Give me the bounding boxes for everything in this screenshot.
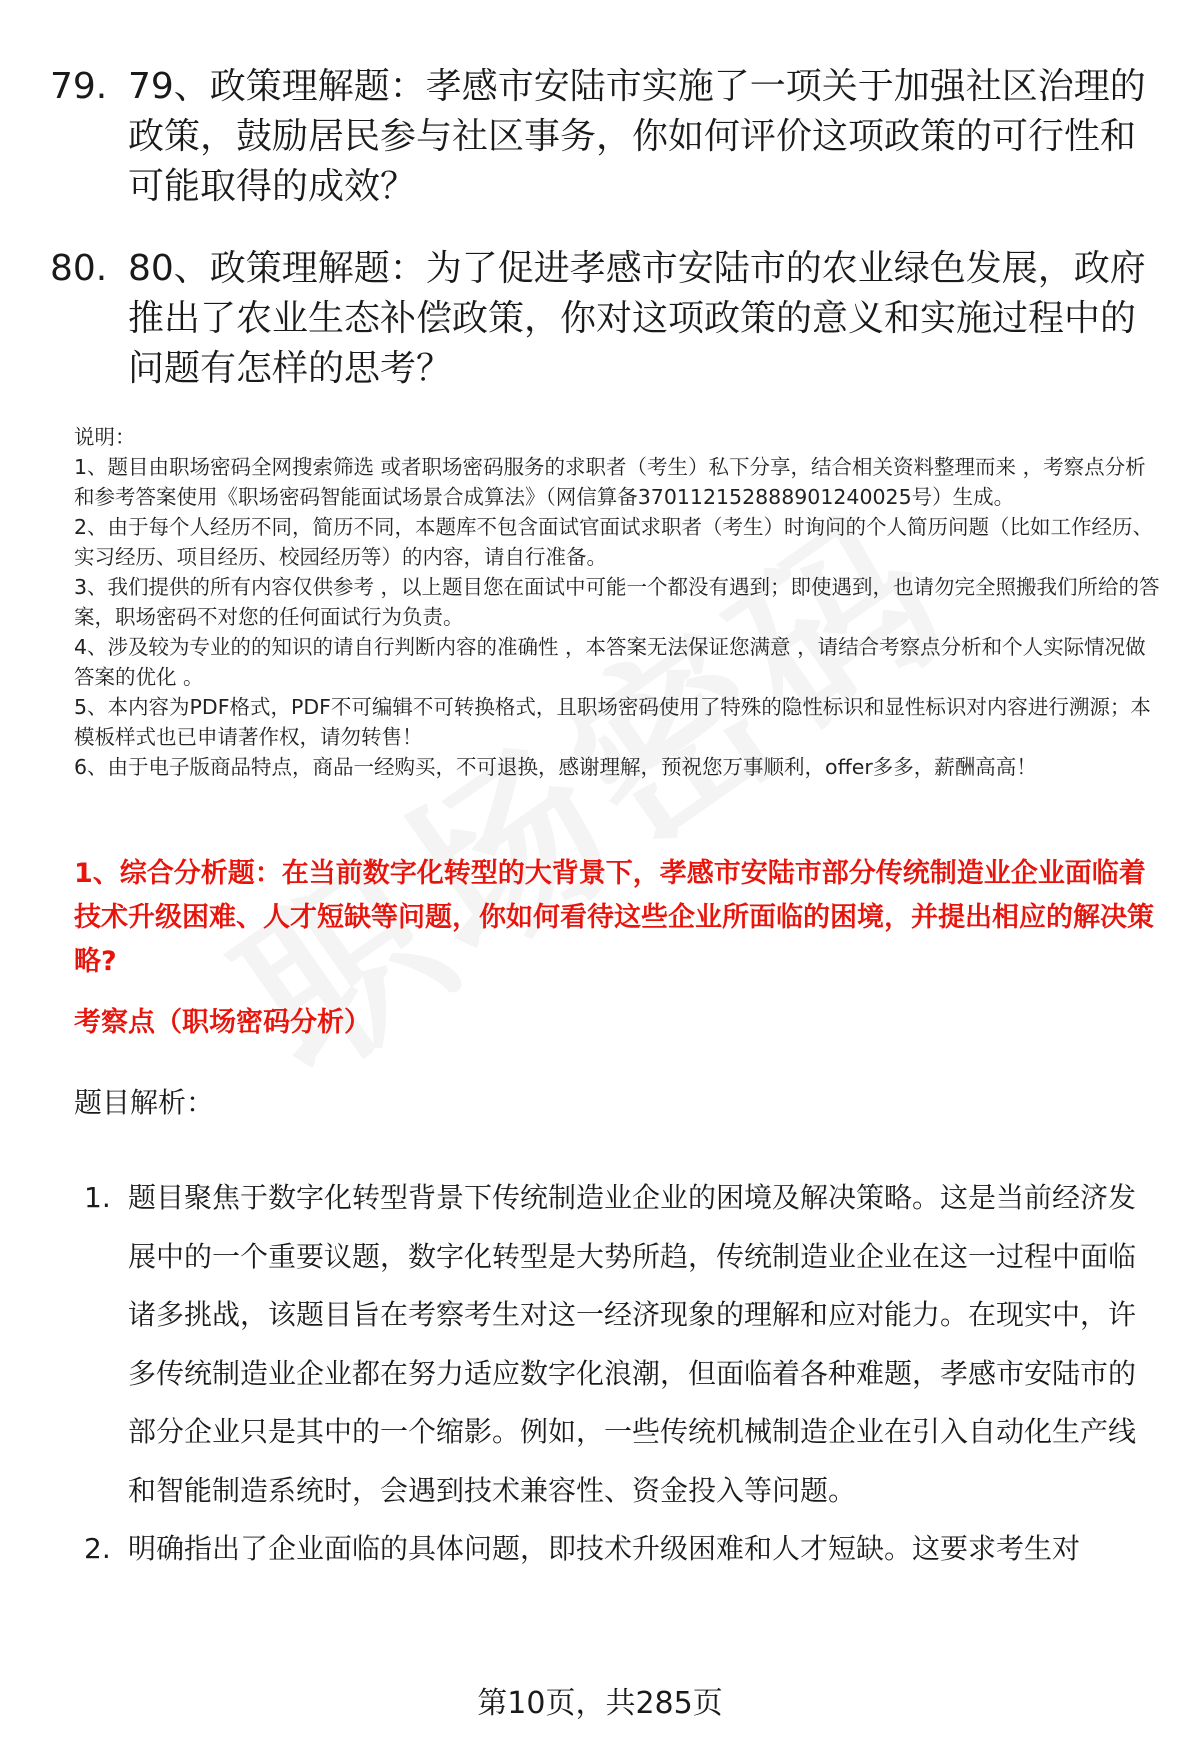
- list-item-text: 明确指出了企业面临的具体问题，即技术升级困难和人才短缺。这要求考生对: [128, 1532, 1081, 1565]
- list-item: [84, 1169, 1160, 1520]
- question-number: 80.: [50, 248, 108, 289]
- notes-heading: 说明：: [74, 425, 136, 449]
- question-item-80: [50, 244, 1160, 394]
- page-footer: 第10页，共285页: [477, 1686, 723, 1721]
- list-item-text: 题目聚焦于数字化转型背景下传统制造业企业的困境及解决策略。这是当前经济发展中的一个重要议题，数字化转型是大势所趋，传统制造业企业在这一过程中面临诸多挑战，该题目旨在考察考生对这一经济现象的理解和应对能力。在现实中，许多传统制造业企业都在努力适应数字化浪潮，但面临着各种难题，孝感市安陆市的部分企业只是其中的一个缩影。例如，一些传统机械制造企业在引入自动化生产线和智能制造系统时，会遇到技术兼容性、资金投入等问题。: [128, 1181, 1137, 1507]
- question-item-79: [50, 62, 1160, 212]
- notes-item: 5、本内容为PDF格式，PDF不可编辑不可转换格式，且职场密码使用了特殊的隐性标识和显性标识对内容进行溯源；本模板样式也已申请著作权，请勿转售！: [74, 695, 1151, 749]
- section-subtitle: 考察点（职场密码分析）: [74, 1007, 371, 1038]
- analysis-label: 题目解析：: [74, 1086, 215, 1119]
- notes-block: [74, 422, 1160, 782]
- list-item: [84, 1520, 1160, 1579]
- list-item-number: 1.: [84, 1181, 111, 1214]
- question-number: 79.: [50, 66, 108, 107]
- notes-item: 2、由于每个人经历不同，简历不同，本题库不包含面试官面试求职者（考生）时询问的个人简历问题（比如工作经历、实习经历、项目经历、校园经历等）的内容，请自行准备。: [74, 515, 1154, 569]
- question-text: 79、政策理解题：孝感市安陆市实施了一项关于加强社区治理的政策，鼓励居民参与社区事务，你如何评价这项政策的可行性和可能取得的成效？: [128, 66, 1146, 207]
- notes-item: 3、我们提供的所有内容仅供参考 ，以上题目您在面试中可能一个都没有遇到；即使遇到，也请勿完全照搬我们所给的答案，职场密码不对您的任何面试行为负责。: [74, 575, 1160, 629]
- notes-item: 4、涉及较为专业的的知识的请自行判断内容的准确性 ，本答案无法保证您满意 ，请结合考察点分析和个人实际情况做答案的优化 。: [74, 635, 1146, 689]
- question-text: 80、政策理解题：为了促进孝感市安陆市的农业绿色发展，政府推出了农业生态补偿政策，你对这项政策的意义和实施过程中的问题有怎样的思考？: [128, 248, 1146, 389]
- list-item-number: 2.: [84, 1532, 111, 1565]
- notes-item: 6、由于电子版商品特点，商品一经购买，不可退换，感谢理解，预祝您万事顺利，offer多多，薪酬高高！: [74, 755, 1037, 779]
- section-question-title: 1、综合分析题：在当前数字化转型的大背景下，孝感市安陆市部分传统制造业企业面临着技术升级困难、人才短缺等问题，你如何看待这些企业所面临的困境，并提出相应的解决策略?: [74, 858, 1154, 977]
- analysis-list: [84, 1169, 1160, 1579]
- notes-item: 1、题目由职场密码全网搜索筛选 或者职场密码服务的求职者（考生）私下分享，结合相关资料整理而来 ，考察点分析和参考答案使用《职场密码智能面试场景合成算法》（网信算备370112152888901240025号）生成。: [74, 455, 1146, 509]
